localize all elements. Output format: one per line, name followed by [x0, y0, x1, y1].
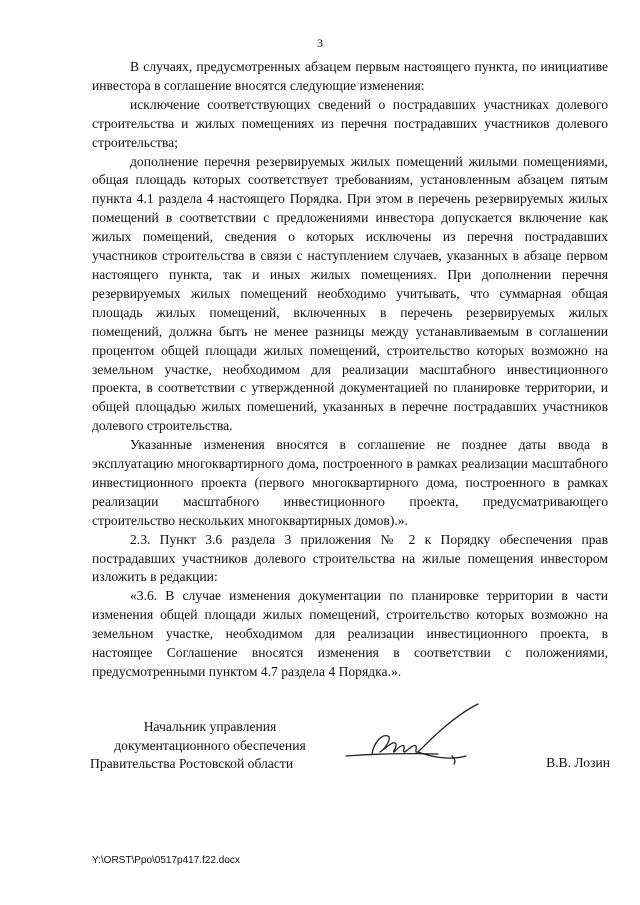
paragraph-5: 2.3. Пункт 3.6 раздела 3 приложения № 2 к Порядку обеспечения прав пострадавших участников долевого строительства на жилые помещения инвестором изложить в редакции:	[92, 531, 608, 585]
paragraph-1: В случаях, предусмотренных абзацем первым настоящего пункта, по инициативе инвестора в соглашение вносятся следующие изменения:	[92, 59, 608, 93]
handwritten-signature	[342, 698, 492, 778]
paragraph-4: Указанные изменения вносятся в соглашение не позднее даты ввода в эксплуатацию многоквартирного дома, построенного в рамках реализации масштабного инвестиционного проекта (первого многоквартирного дома, построенного в рамках реализации масштабного инвестиционного проекта, предусматривающего строительство нескольких многоквартирных домов).».	[92, 437, 608, 528]
paragraph-3: дополнение перечня резервируемых жилых помещений жилыми помещениями, общая площадь которых соответствует требованиям, установленным абзацем пятым пункта 4.1 раздела 4 настоящего Порядка. При этом в перечень резервируемых жилых помещений в соответствии с предложениями инвестора допускается включение как жилых помещений, сведения о которых исключены из перечня пострадавших участников строительства в связи с наступлением случаев, указанных в абзаце первом настоящего пункта, так и иных жилых помещениях. При дополнении перечня резервируемых жилых помещений необходимо учитывать, что суммарная общая площадь жилых помещений, включенных в перечень резервируемых жилых помещений, должна быть не менее разницы между устанавливаемым в соглашении процентом общей площади жилых помещений, строительство которых возможно на земельном участке, необходимом для реализации масштабного инвестиционного проекта, в соответствии с утвержденной документацией по планировке территории, и общей площадью жилых помешений, указанных в перечне пострадавших участников долевого строительства.	[92, 153, 608, 434]
file-path: Y:\ORST\Ppo\0517p417.f22.docx	[92, 855, 240, 866]
signer-position-line-1: Начальник управления	[143, 719, 277, 734]
page-number: 3	[317, 36, 323, 50]
signer-name: В.В. Лозин	[546, 755, 610, 770]
paragraph-6: «3.6. В случае изменения документации по планировке территории в части изменения общей площади жилых помещений, строительство которых возможно на земельном участке, необходимом для реализации инвестиционного проекта, в настоящее Соглашение вносятся изменения в соответствии с положениями, предусмотренными пунктом 4.7 раздела 4 Порядка.».	[92, 588, 608, 679]
paragraph-2: исключение соответствующих сведений о пострадавших участниках долевого строительства и жилых помещениях из перечня пострадавших участников долевого строительства;	[92, 96, 608, 150]
signer-position-line-2: документационного обеспечения	[114, 737, 306, 753]
signer-position	[90, 718, 330, 774]
document-body	[92, 58, 608, 682]
signature-block	[90, 718, 610, 778]
signer-position-line-3: Правительства Ростовской области	[90, 756, 294, 771]
